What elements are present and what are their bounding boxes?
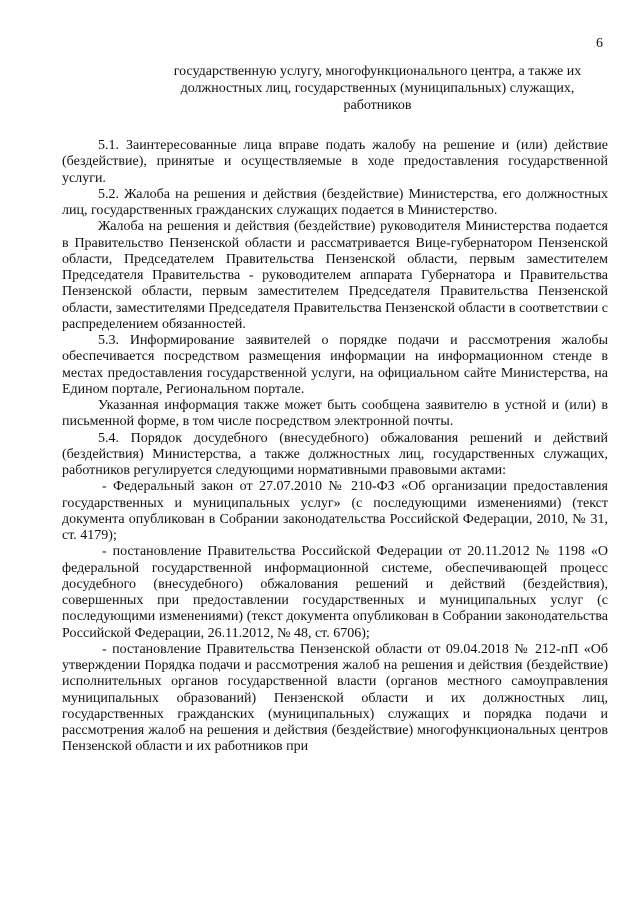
list-item-federal-law: - Федеральный закон от 27.07.2010 № 210-ФЗ «Об организации предоставления государственных и муниципальных услуг» (с последующими изменениями) (текст документа опубликован в Собрании законодательства Российской Федерации, 2010, № 31, ст. 4179);	[62, 479, 608, 543]
paragraph-information: Указанная информация также может быть сообщена заявителю в устной и (или) в письменной форме, в том числе посредством электронной почты.	[62, 398, 608, 430]
section-heading: государственную услугу, многофункционального центра, а также их должностных лиц, государственных (муниципальных) служащих, работников	[173, 64, 582, 113]
paragraph-5-2: 5.2. Жалоба на решения и действия (бездействие) Министерства, его должностных лиц, государственных гражданских служащих подается в Министерство.	[62, 186, 608, 218]
paragraph-complaint-head: Жалоба на решения и действия (бездействие) руководителя Министерства подается в Правительство Пензенской области и рассматривается Вице-губернатором Пензенской области, Председателем Правительства Пензенской области, первым заместителем Председателя Правительства - руководителем аппарата Губернатора и Правительства Пензенской области, первым заместителем Председателя Правительства Пензенской области, заместителями Председателя Правительства Пензенской области в соответствии с распределением обязанностей.	[62, 219, 608, 332]
paragraph-5-1: 5.1. Заинтересованные лица вправе подать жалобу на решение и (или) действие (бездействие), принятые и осуществляемые в ходе предоставления государственной услуги.	[62, 138, 608, 186]
paragraph-5-3: 5.3. Информирование заявителей о порядке подачи и рассмотрения жалобы обеспечивается посредством размещения информации на информационном стенде в местах предоставления государственной услуги, на официальном сайте Министерства, на Едином портале, Региональном портале.	[62, 333, 608, 397]
document-body	[62, 138, 608, 756]
paragraph-5-4: 5.4. Порядок досудебного (внесудебного) обжалования решений и действий (бездействия) Министерства, а также должностных лиц, государственных служащих, работников регулируется следующими нормативными правовыми актами:	[62, 430, 608, 478]
list-item-penza-resolution: - постановление Правительства Пензенской области от 09.04.2018 № 212-пП «Об утверждении Порядка подачи и рассмотрения жалоб на решения и действия (бездействие) исполнительных органов государственной власти (органов местного самоуправления муниципальных образований) Пензенской области и их должностных лиц, государственных гражданских (муниципальных) служащих и порядка подачи и рассмотрения жалоб на решения и действия (бездействие) многофункциональных центров Пензенской области и их работников при	[62, 641, 608, 755]
document-page	[62, 34, 608, 756]
list-item-rf-resolution: - постановление Правительства Российской Федерации от 20.11.2012 № 1198 «О федеральной государственной информационной системе, обеспечивающей процесс досудебного (внесудебного) обжалования решений и действий (бездействия), совершенных при предоставлении государственных и муниципальных услуг (с последующими изменениями) (текст документа опубликован в Собрании законодательства Российской Федерации, 26.11.2012, № 48, ст. 6706);	[62, 544, 608, 641]
page-number: 6	[596, 36, 603, 51]
